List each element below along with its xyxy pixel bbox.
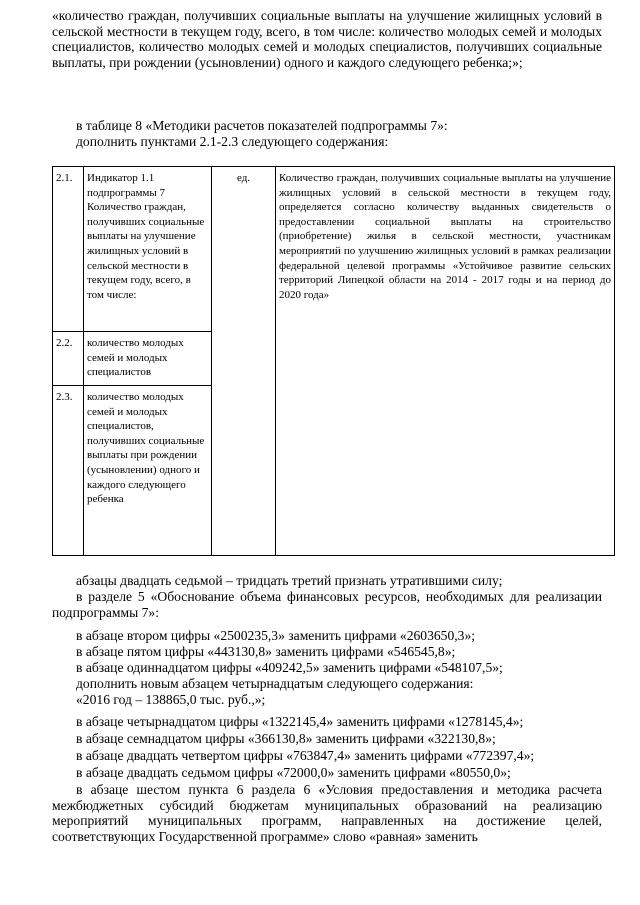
row-number: 2.3.	[53, 386, 84, 556]
text-line: в абзаце пятом цифры «443130,8» заменить цифрами «546545,8»;	[76, 644, 456, 659]
text-paragraph: в абзаце шестом пункта 6 раздела 6 «Условия предоставления и методика расчета межбюджетных субсидий бюджетам муниципальных образований на реализацию мероприятий муниципальных программ, направленных на достижение целей, соответствующих Государственной программе» слово «равная» заменить	[52, 782, 602, 844]
text-line: в абзаце семнадцатом цифры «366130,8» заменить цифрами «322130,8»;	[76, 731, 496, 746]
intro-paragraph: «количество граждан, получивших социальные выплаты на улучшение жилищных условий в сельской местности в текущем году, всего, в том числе: количество молодых семей и молодых специалистов, количество молодых семей и молодых специалистов, получивших социальные выплаты, при рождении (усыновлении) одного и каждого следующего ребенка;»;	[52, 8, 602, 70]
text-line: абзацы двадцать седьмой – тридцать третий признать утратившими силу;	[76, 573, 503, 588]
text-line: в абзаце двадцать седьмом цифры «72000,0» заменить цифрами «80550,0»;	[76, 765, 511, 780]
indicators-table	[52, 166, 615, 556]
table-row	[53, 167, 615, 332]
indicator-cell: количество молодых семей и молодых специалистов	[84, 332, 212, 386]
text-line: в абзаце двадцать четвертом цифры «763847,4» заменить цифрами «772397,4»;	[76, 748, 535, 763]
unit-cell: ед.	[212, 167, 276, 556]
row-number: 2.2.	[53, 332, 84, 386]
text-paragraph: в разделе 5 «Обоснование объема финансовых ресурсов, необходимых для реализации подпрограммы 7»:	[52, 589, 602, 620]
row-number: 2.1.	[53, 167, 84, 332]
text-line: в абзаце одиннадцатом цифры «409242,5» заменить цифрами «548107,5»;	[76, 660, 503, 675]
text-line: в абзаце четырнадцатом цифры «1322145,4» заменить цифрами «1278145,4»;	[76, 714, 524, 729]
table-reference-line: в таблице 8 «Методики расчетов показателей подпрограммы 7»:	[76, 118, 448, 133]
text-line: дополнить новым абзацем четырнадцатым следующего содержания:	[76, 676, 474, 691]
indicator-cell: Индикатор 1.1 подпрограммы 7 Количество граждан, получивших социальные выплаты на улучшение жилищных условий в сельской местности в текущем году, всего, в том числе:	[84, 167, 212, 332]
indicator-cell: количество молодых семей и молодых специалистов, получивших социальные выплаты при рождении (усыновлении) одного и каждого следующего ребенка	[84, 386, 212, 556]
supplement-line: дополнить пунктами 2.1-2.3 следующего содержания:	[76, 134, 389, 149]
description-cell: Количество граждан, получивших социальные выплаты на улучшение жилищных условий в сельской местности в текущем году, определяется согласно количеству выданных свидетельств о предоставлении социальной выплаты на строительство (приобретение) жилья в сельской местности, участникам мероприятий по улучшению жилищных условий в рамках реализации федеральной целевой программы «Устойчивое развитие сельских территорий Липецкой области на 2014 - 2017 годы и на период до 2020 года»	[276, 167, 615, 556]
text-line: «2016 год – 138865,0 тыс. руб.,»;	[76, 692, 266, 707]
text-line: в абзаце втором цифры «2500235,3» заменить цифрами «2603650,3»;	[76, 628, 476, 643]
